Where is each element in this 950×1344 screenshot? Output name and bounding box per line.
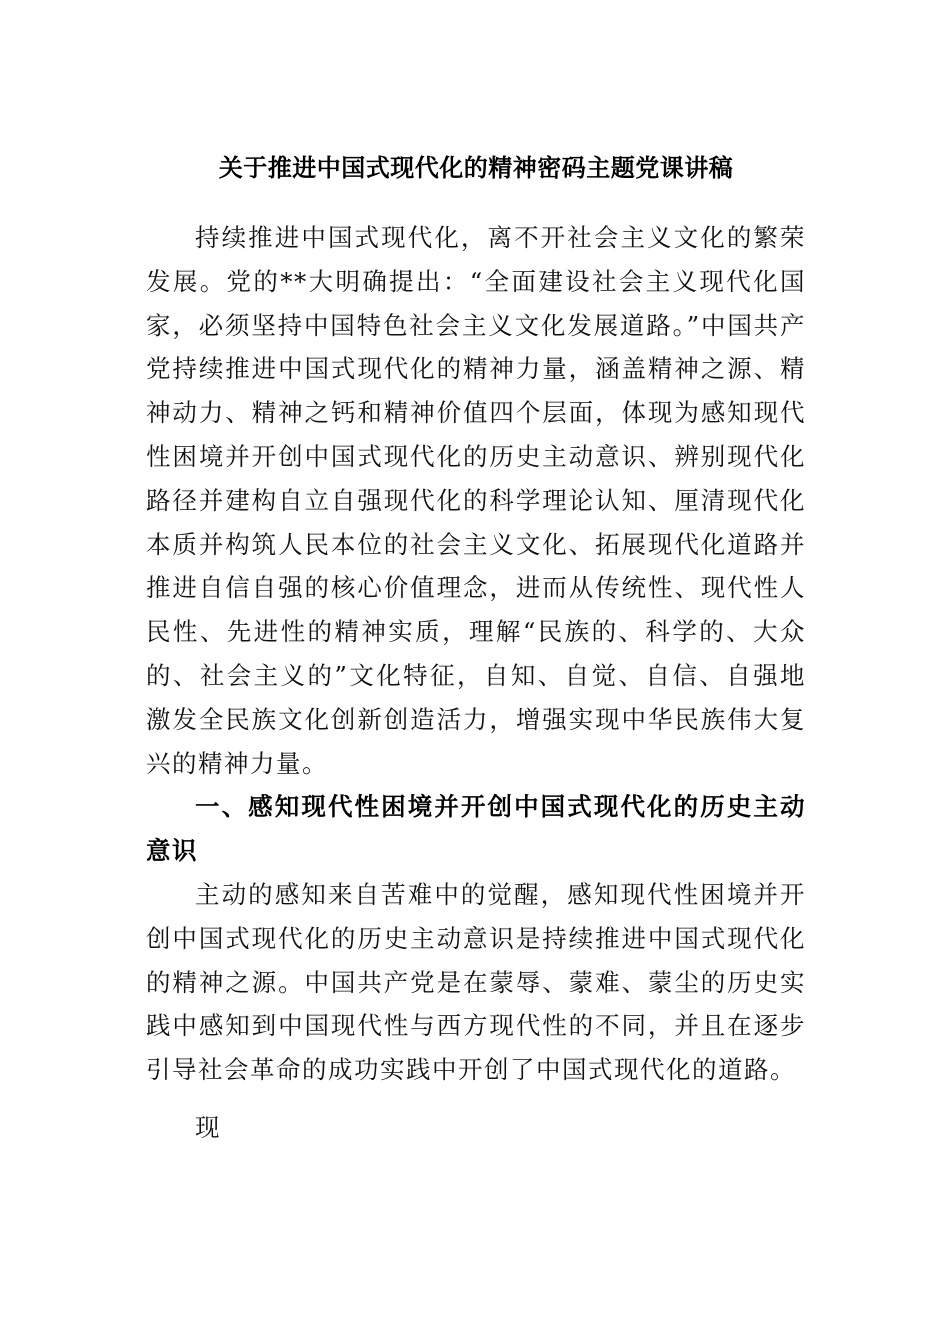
- truncated-paragraph: 现: [195, 1112, 221, 1142]
- intro-paragraph: 持续推进中国式现代化，离不开社会主义文化的繁荣发展。党的**大明确提出：“全面建设社会主义现代化国家，必须坚持中国特色社会主义文化发展道路。”中国共产党持续推进中国式现代化的精神力量，涵盖精神之源、精神动力、精神之钙和精神价值四个层面，体现为感知现代性困境并开创中国式现代化的历史主动意识、辨别现代化路径并建构自立自强现代化的科学理论认知、厘清现代化本质并构筑人民本位的社会主义文化、拓展现代化道路并推进自信自强的核心价值理念，进而从传统性、现代性人民性、先进性的精神实质，理解“民族的、科学的、大众的、社会主义的”文化特征，自知、自觉、自信、自强地激发全民族文化创新创造活力，增强实现中华民族伟大复兴的精神力量。: [146, 223, 806, 778]
- document-title: 关于推进中国式现代化的精神密码主题党课讲稿: [218, 154, 734, 182]
- section-heading-1: 一、感知现代性困境并开创中国式现代化的历史主动意识: [146, 792, 806, 866]
- document-body: [146, 148, 806, 1150]
- section-1-paragraph: 主动的感知来自苦难中的觉醒，感知现代性困境并开创中国式现代化的历史主动意识是持续推进中国式现代化的精神之源。中国共产党是在蒙辱、蒙难、蒙尘的历史实践中感知到中国现代性与西方现代性的不同，并且在逐步引导社会革命的成功实践中开创了中国式现代化的道路。: [146, 879, 806, 1085]
